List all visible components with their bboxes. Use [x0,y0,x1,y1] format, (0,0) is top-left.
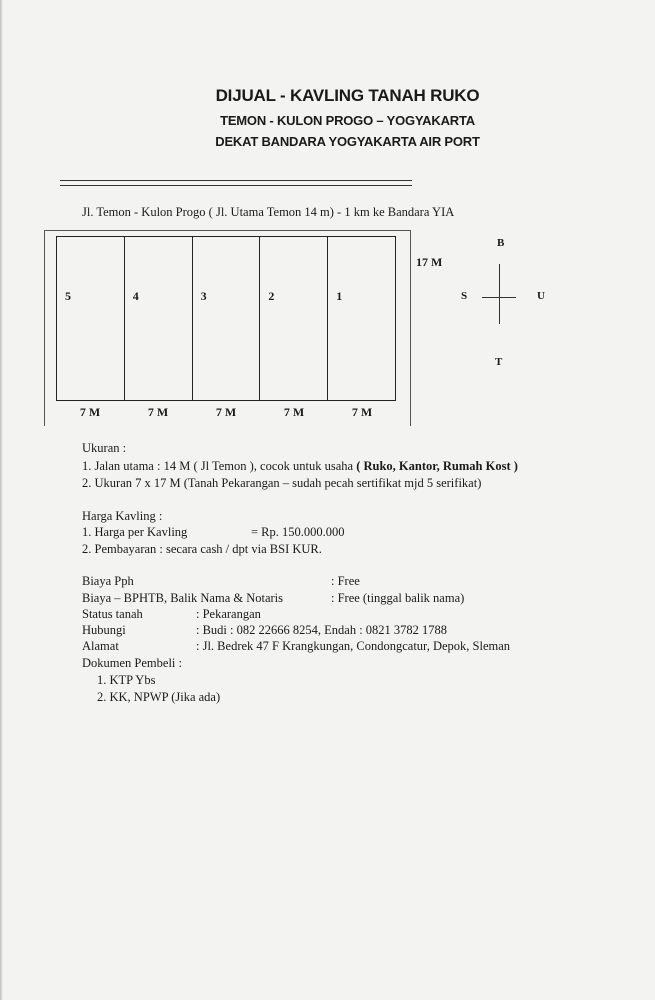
plot-width-label: 7 M [351,405,373,419]
harga-line-1-label: 1. Harga per Kavling [82,525,188,539]
ukuran-line-1 [82,459,518,474]
scan-edge [0,0,3,1000]
ukuran-heading: Ukuran : [82,441,127,455]
plot-number: 1 [336,289,343,303]
road-label: Jl. Temon - Kulon Progo ( Jl. Utama Temon 14 m) - 1 km ke Bandara YIA [82,205,455,219]
status-tanah-value: : Pekarangan [196,607,261,621]
compass-east: U [537,290,545,302]
plot-width-label: 7 M [79,405,101,419]
alamat-value: : Jl. Bedrek 47 F Krangkungan, Condongcatur, Depok, Sleman [196,639,511,653]
plot-plan [56,236,396,401]
harga-heading: Harga Kavling : [82,509,163,523]
compass-vertical-line [499,264,500,324]
biaya-bphtb-label: Biaya – BPHTB, Balik Nama & Notaris [82,591,284,605]
dokumen-heading: Dokumen Pembeli : [82,656,182,670]
hubungi-value: : Budi : 082 22666 8254, Endah : 0821 3782 1788 [196,623,448,637]
compass-horizontal-line [482,297,516,298]
width-dimensions [56,405,396,420]
hubungi-label: Hubungi [82,623,126,637]
depth-dimension: 17 M [416,255,443,269]
alamat-label: Alamat [82,639,119,653]
ukuran-line-2: 2. Ukuran 7 x 17 M (Tanah Pekarangan – sudah pecah sertifikat mjd 5 serifikat) [82,476,482,490]
ukuran-line-1-usage: ( Ruko, Kantor, Rumah Kost ) [356,459,518,473]
compass-west: S [461,290,468,302]
plot [328,237,395,400]
harga-line-2: 2. Pembayaran : secara cash / dpt via BSI KUR. [82,542,322,556]
dokumen-item: 1. KTP Ybs [97,673,156,687]
plot [260,237,328,400]
biaya-bphtb-value: : Free (tinggal balik nama) [331,591,465,605]
doc-location: TEMON - KULON PROGO – YOGYAKARTA [220,113,475,128]
left-boundary-line [44,230,45,426]
dokumen-item: 2. KK, NPWP (Jika ada) [97,690,221,704]
biaya-pph-label: Biaya Pph [82,574,134,588]
plot-number: 3 [200,289,207,303]
plot-width-label: 7 M [283,405,305,419]
divider-top [60,180,412,181]
plot-number: 4 [132,289,139,303]
plot [193,237,261,400]
compass-north: B [497,237,505,249]
road-edge-line [44,230,410,231]
plot-number: 5 [65,289,71,303]
doc-title: DIJUAL - KAVLING TANAH RUKO [215,86,480,105]
plot-width-label: 7 M [215,405,237,419]
plot-number: 2 [268,289,275,303]
ukuran-line-1-text: 1. Jalan utama : 14 M ( Jl Temon ), cocok untuk usaha [82,459,357,473]
biaya-pph-value: : Free [331,574,360,588]
doc-near: DEKAT BANDARA YOGYAKARTA AIR PORT [215,134,480,149]
divider-bottom [60,185,412,186]
harga-line-1-value: = Rp. 150.000.000 [251,525,345,539]
plot-width-label: 7 M [147,405,169,419]
status-tanah-label: Status tanah [82,607,143,621]
right-boundary-line [410,230,411,426]
compass-south: T [495,356,503,368]
plot [125,237,193,400]
plot [57,237,125,400]
